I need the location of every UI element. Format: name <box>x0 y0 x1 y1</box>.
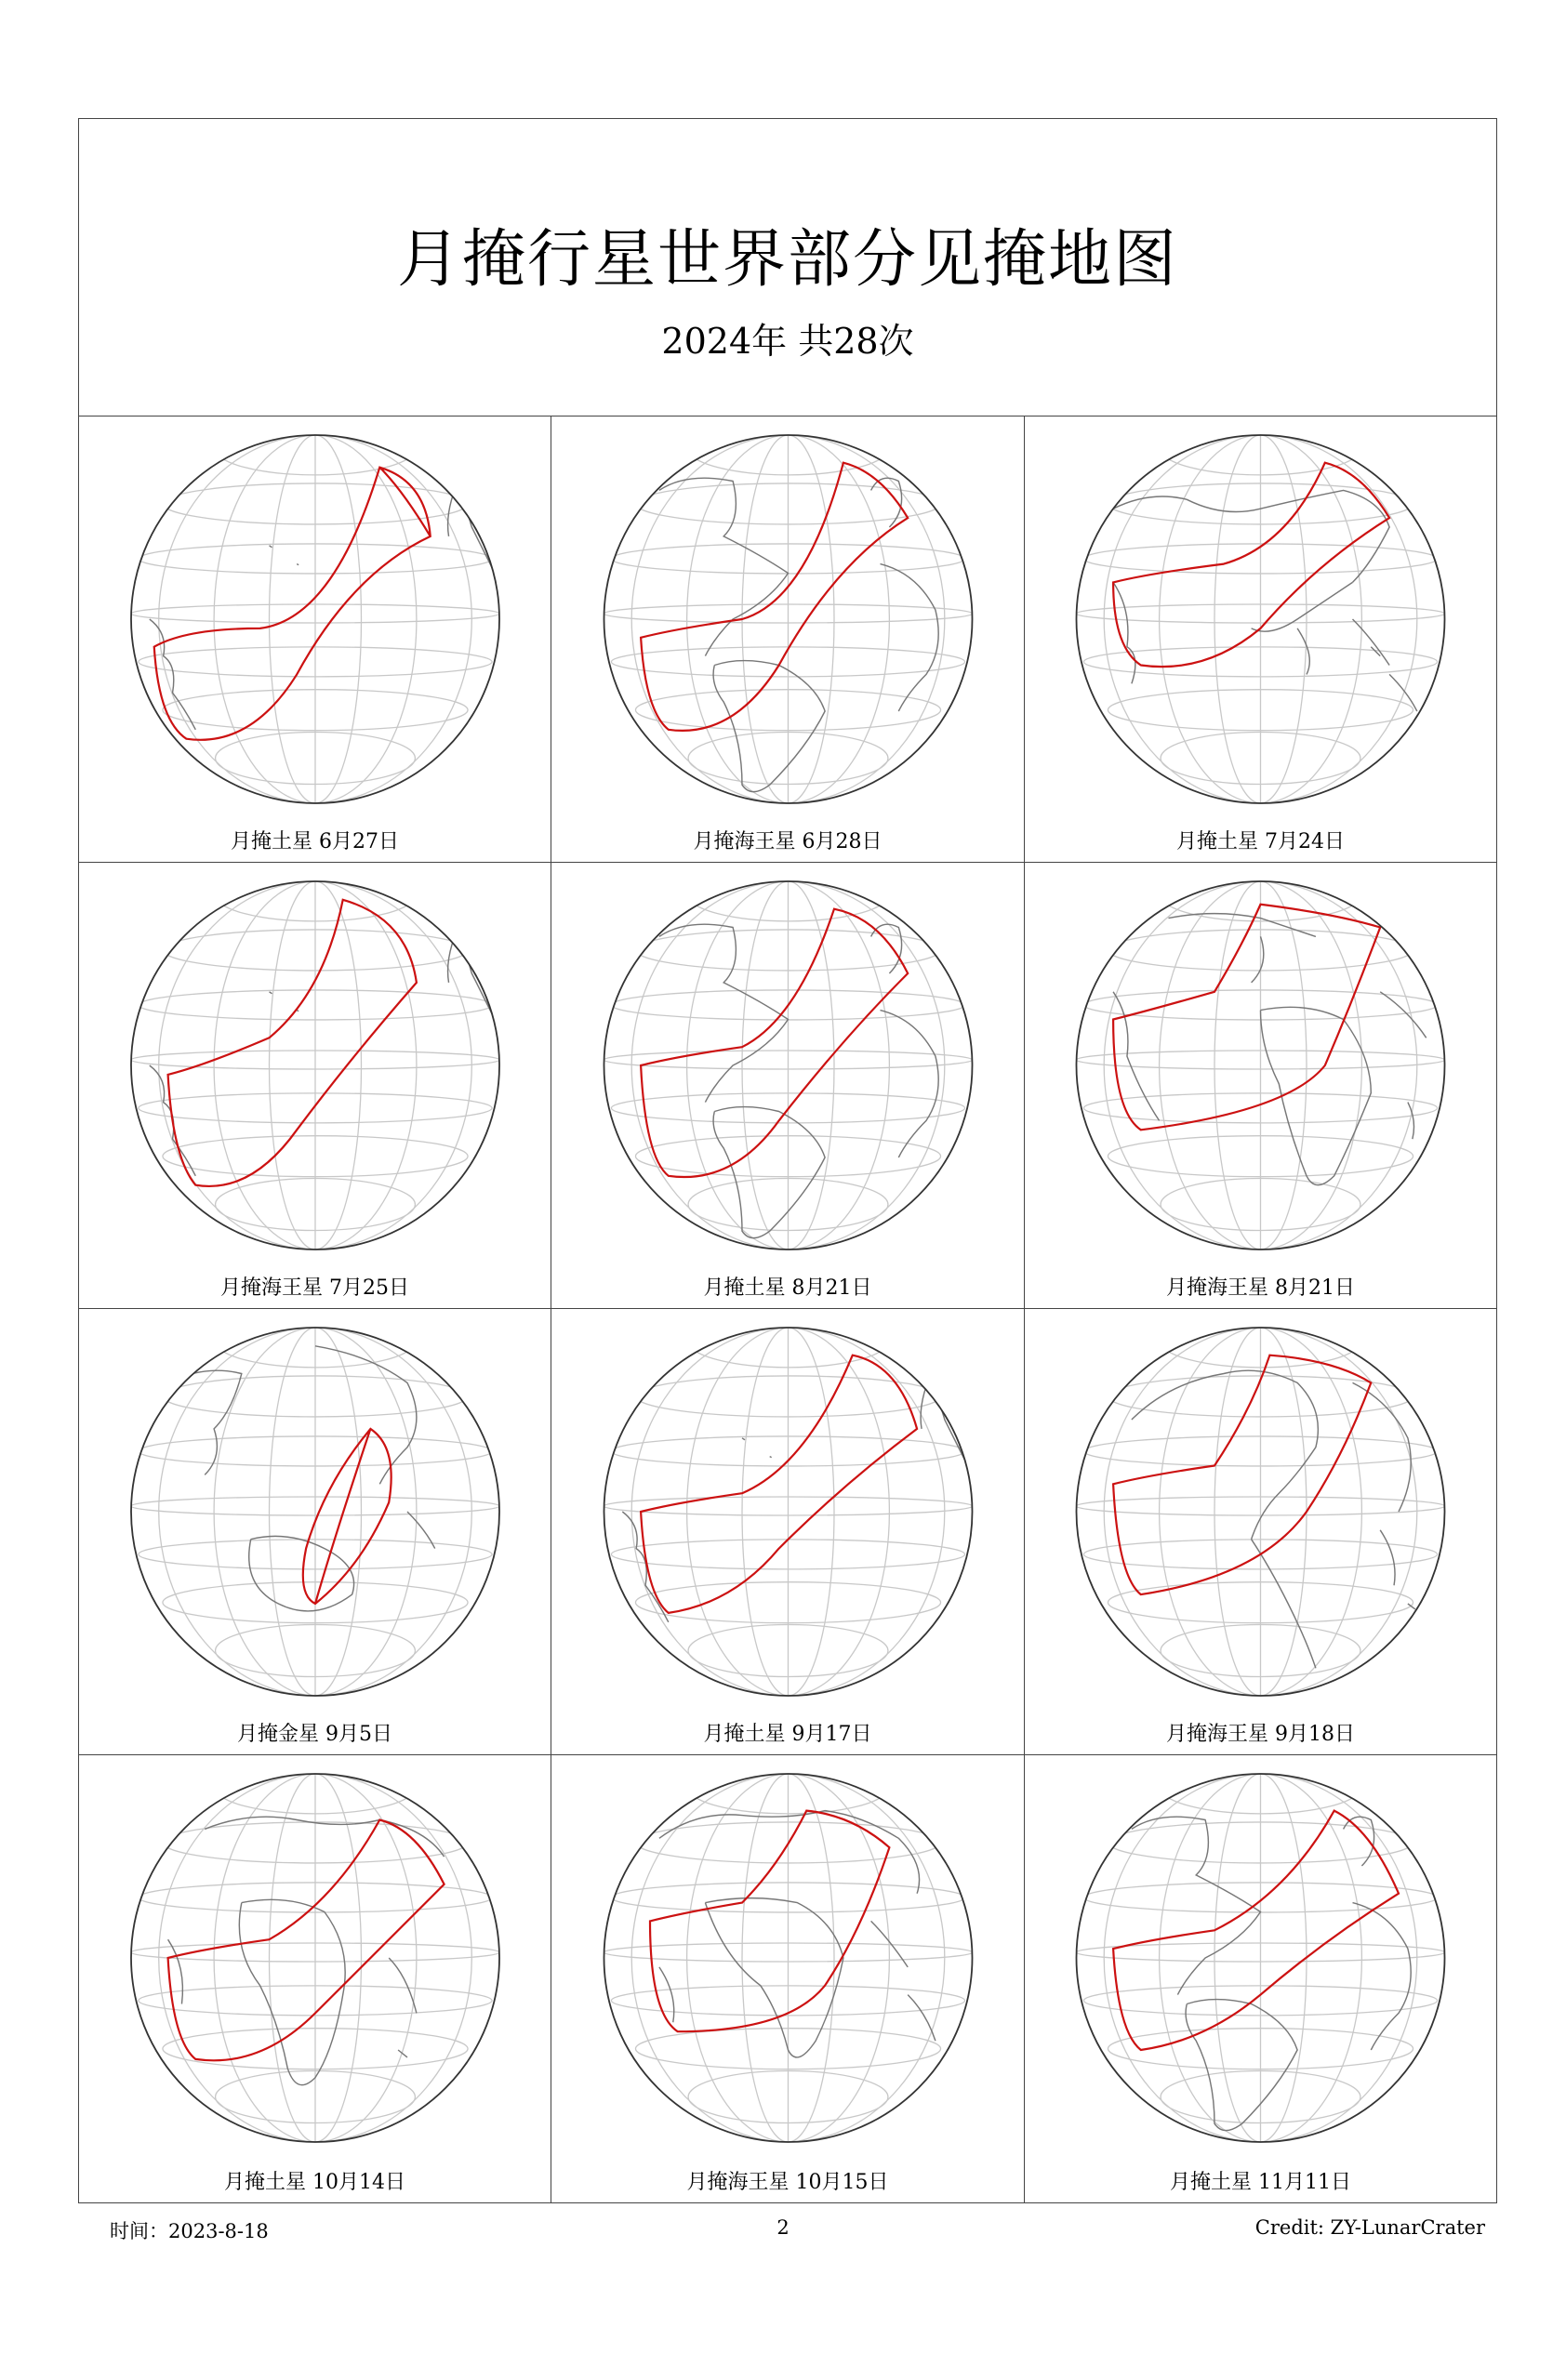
globe-graticule <box>604 423 973 803</box>
globe-map <box>1025 1309 1496 1755</box>
map-cell <box>1025 416 1496 863</box>
map-grid <box>79 416 1496 2202</box>
coastlines <box>1113 490 1417 711</box>
globe-graticule <box>1077 423 1445 803</box>
globe-map <box>1025 1755 1496 2202</box>
occultation-zone <box>154 468 431 740</box>
header-panel <box>79 119 1496 416</box>
map-cell <box>79 863 551 1309</box>
map-caption: 月掩土星 11月11日 <box>1170 2171 1351 2194</box>
coastlines <box>168 1346 435 1611</box>
globe-graticule <box>131 1316 499 1696</box>
map-caption: 月掩土星 10月14日 <box>224 2171 405 2194</box>
map-cell <box>1025 863 1496 1309</box>
occultation-zone <box>1113 1355 1371 1594</box>
footer-credit: Credit: ZY-LunarCrater <box>1254 2216 1485 2239</box>
globe-graticule <box>1077 1762 1445 2142</box>
globe-map <box>551 416 1025 863</box>
globe-map <box>79 863 551 1309</box>
globe-map <box>551 1755 1025 2202</box>
map-caption: 月掩海王星 8月21日 <box>1166 1276 1355 1300</box>
footer-date: 时间：2023-8-18 <box>110 2220 269 2242</box>
globe-map <box>551 1309 1025 1755</box>
globe-graticule <box>604 869 973 1250</box>
globe-graticule <box>131 1762 499 2142</box>
globe-graticule <box>1077 1316 1445 1696</box>
coastlines <box>622 1365 967 1622</box>
map-cell <box>79 1755 551 2202</box>
map-caption: 月掩海王星 10月15日 <box>686 2171 889 2194</box>
map-cell <box>1025 1309 1496 1755</box>
map-cell <box>551 1309 1025 1755</box>
globe-map <box>1025 863 1496 1309</box>
map-cell <box>551 863 1025 1309</box>
globe-graticule <box>131 869 499 1250</box>
globe-map <box>79 1755 551 2202</box>
map-cell <box>1025 1755 1496 2202</box>
occultation-zone <box>650 1811 889 2032</box>
occultation-zone <box>641 463 908 731</box>
map-cell <box>79 416 551 863</box>
map-caption: 月掩土星 8月21日 <box>703 1276 872 1300</box>
map-sheet <box>78 118 1497 2203</box>
occultation-zone <box>1113 463 1389 667</box>
globe-graticule <box>604 1316 973 1696</box>
coastlines <box>659 1811 936 2057</box>
map-caption: 月掩海王星 6月28日 <box>693 830 883 853</box>
occultation-zone <box>1113 1811 1399 2050</box>
occultation-zone <box>168 900 417 1186</box>
coastlines <box>150 472 495 730</box>
map-cell <box>79 1309 551 1755</box>
globe-graticule <box>131 423 499 803</box>
globe-map <box>79 1309 551 1755</box>
map-cell <box>551 1755 1025 2202</box>
globe-graticule <box>604 1762 973 2142</box>
map-caption: 月掩土星 7月24日 <box>1176 830 1345 853</box>
globe-map <box>551 863 1025 1309</box>
map-caption: 月掩海王星 7月25日 <box>220 1276 409 1300</box>
occultation-zone <box>641 909 908 1177</box>
globe-map <box>79 416 551 863</box>
occultation-zone <box>641 1355 917 1613</box>
coastlines <box>150 919 495 1176</box>
occultation-zone <box>168 1820 445 2061</box>
footer-page-number: 2 <box>776 2216 790 2239</box>
map-caption: 月掩金星 9月5日 <box>237 1723 392 1746</box>
page-subtitle: 2024年 共28次 <box>661 321 914 362</box>
map-caption: 月掩土星 9月17日 <box>703 1723 872 1746</box>
occultation-zone <box>303 1429 392 1604</box>
globe-graticule <box>1077 869 1445 1250</box>
map-cell <box>551 416 1025 863</box>
map-caption: 月掩海王星 9月18日 <box>1166 1723 1355 1746</box>
page-title: 月掩行星世界部分见掩地图 <box>396 223 1178 297</box>
map-caption: 月掩土星 6月27日 <box>231 830 399 853</box>
globe-map <box>1025 416 1496 863</box>
